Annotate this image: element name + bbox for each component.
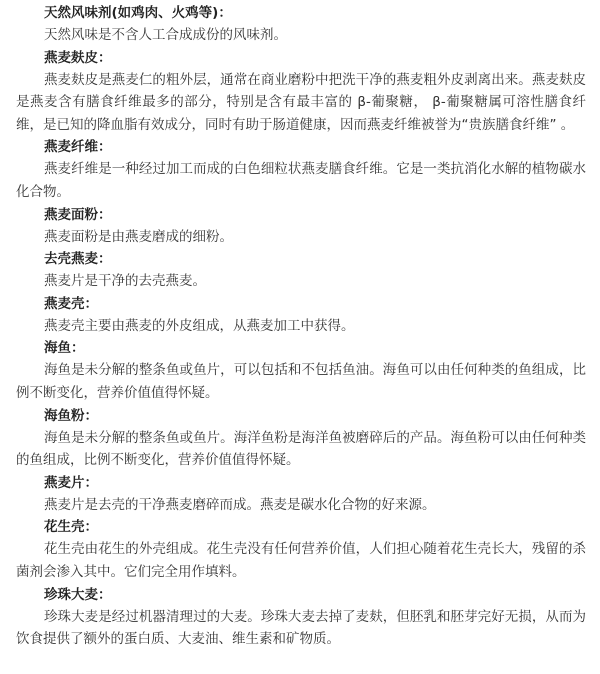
entry-ocean-fish [16,337,586,404]
entry-term: 珍珠大麦： [44,586,112,603]
entry-oat-bran [16,47,586,137]
entry-pearled-barley [16,584,586,651]
entry-description: 燕麦面粉是由燕麦磨成的细粉。 [44,228,233,245]
entry-description: 燕麦纤维是一种经过加工而成的白色细粒状燕麦膳食纤维。它是一类抗消化水解的植物碳水化合物。 [16,161,586,200]
entry-description: 燕麦片是干净的去壳燕麦。 [44,273,206,290]
entry-description: 燕麦麸皮是燕麦仁的粗外层，通常在商业磨粉中把洗干净的燕麦粗外皮剥离出来。燕麦麸皮是燕麦含有膳食纤维最多的部分，特别是含有最丰富的 β-葡聚糖， β-葡聚糖属可溶性膳食纤维，是已知的降血脂有效成分，同时有助于肠道健康，因而燕麦纤维被誉为“贵族膳食纤维” 。 [16,71,586,133]
entry-peanut-hulls [16,516,586,583]
entry-description: 珍珠大麦是经过机器清理过的大麦。珍珠大麦去掉了麦麸，但胚乳和胚芽完好无损，从而为饮食提供了额外的蛋白质、大麦油、维生素和矿物质。 [16,608,586,648]
entry-term: 燕麦麸皮： [44,49,112,66]
entry-term: 天然风味剂(如鸡肉、火鸡等)： [44,5,232,21]
entry-description: 燕麦壳主要由燕麦的外皮组成，从燕麦加工中获得。 [44,317,355,334]
entry-description: 燕麦片是去壳的干净燕麦磨碎而成。燕麦是碳水化合物的好来源。 [44,496,436,513]
entry-oat-fiber [16,136,586,203]
entry-hulled-oats [16,248,586,293]
entry-term: 燕麦壳： [44,295,98,312]
entry-oat-flour [16,204,586,249]
entry-term: 燕麦面粉： [44,206,112,223]
entry-term: 燕麦纤维： [44,139,112,156]
entry-term: 海鱼粉： [44,407,98,424]
entry-description: 海鱼是未分解的整条鱼或鱼片，可以包括和不包括鱼油。海鱼可以由任何种类的鱼组成，比例不断变化，营养价值值得怀疑。 [16,362,586,401]
entry-description: 花生壳由花生的外壳组成。花生壳没有任何营养价值，人们担心随着花生壳长大，残留的杀菌剂会渗入其中。它们完全用作填料。 [16,541,586,580]
entry-term: 去壳燕麦： [44,251,112,268]
entry-term: 燕麦片： [44,474,98,491]
entry-description: 海鱼是未分解的整条鱼或鱼片。海洋鱼粉是海洋鱼被磨碎后的产品。海鱼粉可以由任何种类的鱼组成，比例不断变化，营养价值值得怀疑。 [16,429,586,469]
entry-oat-hulls [16,293,586,338]
entry-ocean-fish-meal [16,405,586,472]
entry-term: 海鱼： [44,340,85,357]
entry-term: 花生壳： [44,519,98,536]
entry-description: 天然风味是不含人工合成成份的风味剂。 [44,27,287,43]
entry-natural-flavor [16,2,586,47]
entry-oatmeal [16,472,586,517]
